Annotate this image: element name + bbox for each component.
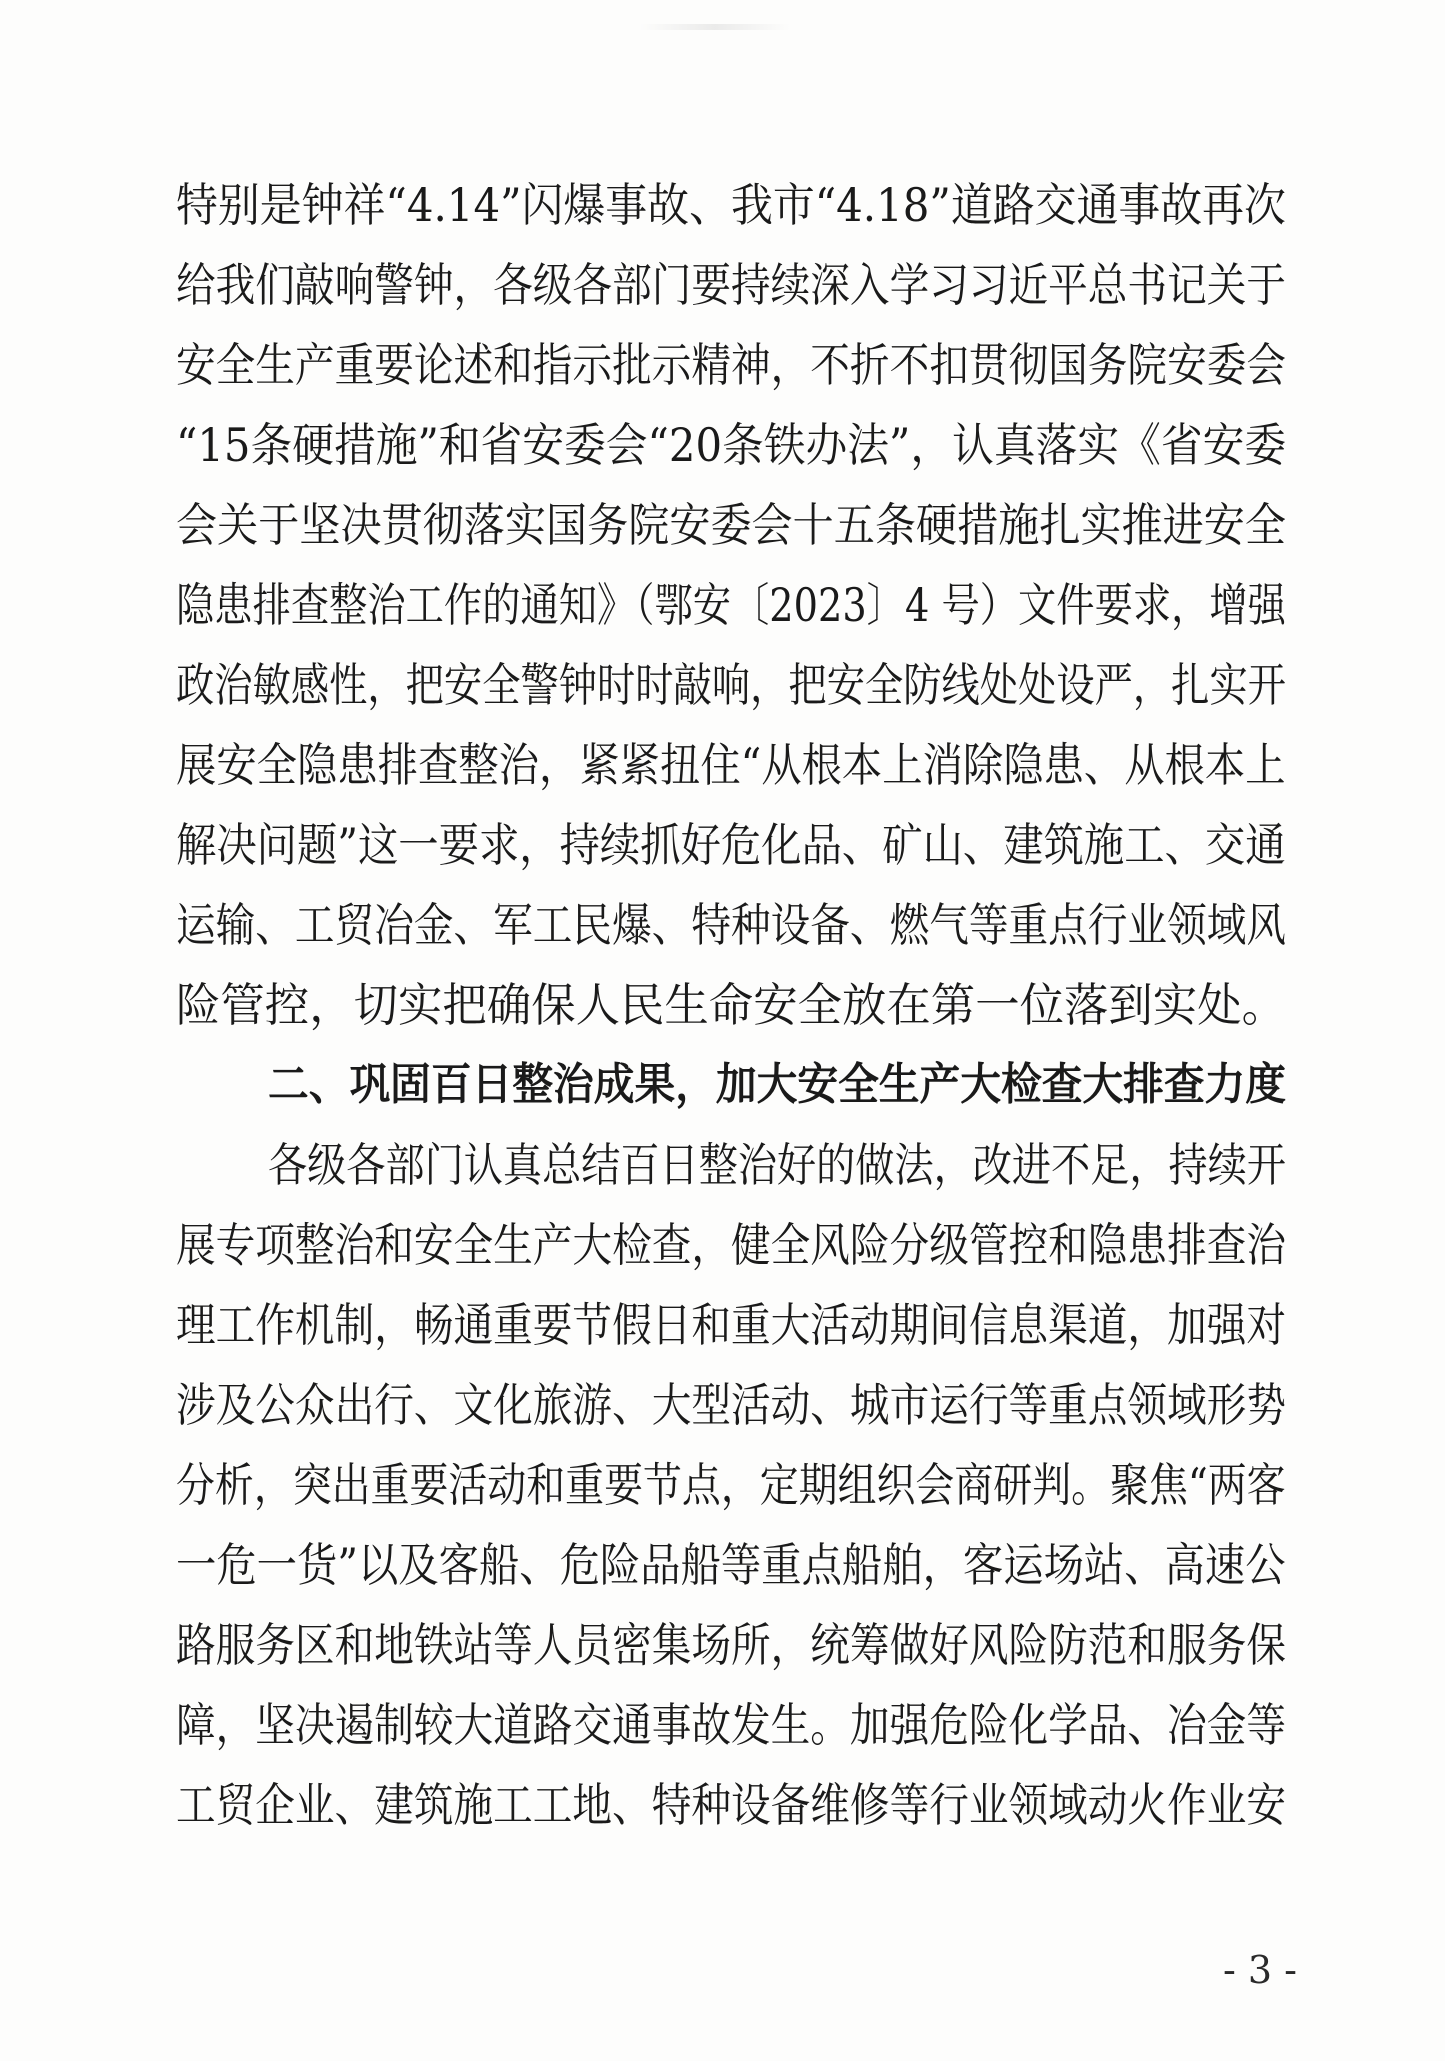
body-text-line: 安全生产重要论述和指示批示精神，不折不扣贯彻国务院安委会 — [176, 338, 1286, 392]
body-text-line: 路服务区和地铁站等人员密集场所，统筹做好风险防范和服务保 — [176, 1618, 1286, 1672]
body-text-line: 会关于坚决贯彻落实国务院安委会十五条硬措施扎实推进安全 — [176, 498, 1286, 552]
body-text-line: 险管控，切实把确保人民生命安全放在第一位落到实处。 — [176, 978, 1286, 1032]
body-text-line: 各级各部门认真总结百日整治好的做法，改进不足，持续开 — [268, 1138, 1286, 1192]
body-text-line: 理工作机制，畅通重要节假日和重大活动期间信息渠道，加强对 — [176, 1298, 1286, 1352]
body-text-line: 展专项整治和安全生产大检查，健全风险分级管控和隐患排查治 — [176, 1218, 1286, 1272]
body-text-line: 解决问题”这一要求，持续抓好危化品、矿山、建筑施工、交通 — [176, 818, 1286, 872]
body-text-line: 特别是钟祥“4.14”闪爆事故、我市“4.18”道路交通事故再次 — [176, 178, 1286, 232]
body-text-line: “15条硬措施”和省安委会“20条铁办法”，认真落实《省安委 — [176, 418, 1287, 472]
section-heading: 二、巩固百日整治成果，加大安全生产大检查大排查力度 — [268, 1059, 1286, 1110]
body-text-line: 障，坚决遏制较大道路交通事故发生。加强危险化学品、冶金等 — [176, 1698, 1286, 1752]
body-text-line: 分析，突出重要活动和重要节点，定期组织会商研判。聚焦“两客 — [176, 1458, 1286, 1512]
body-text-line: 政治敏感性，把安全警钟时时敲响，把安全防线处处设严，扎实开 — [176, 658, 1286, 712]
body-text-line: 隐患排查整治工作的通知》（鄂安〔2023〕4 号）文件要求，增强 — [176, 578, 1286, 632]
body-text-line: 涉及公众出行、文化旅游、大型活动、城市运行等重点领域形势 — [176, 1378, 1286, 1432]
scan-artifact — [640, 24, 790, 30]
page-number: - 3 - — [1222, 1948, 1297, 1992]
body-text-line: 运输、工贸冶金、军工民爆、特种设备、燃气等重点行业领域风 — [176, 898, 1286, 952]
body-text-line: 给我们敲响警钟，各级各部门要持续深入学习习近平总书记关于 — [176, 258, 1286, 312]
body-text-line: 展安全隐患排查整治，紧紧扭住“从根本上消除隐患、从根本上 — [176, 738, 1286, 792]
body-text-line: 一危一货”以及客船、危险品船等重点船舶，客运场站、高速公 — [176, 1538, 1286, 1592]
body-text-line: 工贸企业、建筑施工工地、特种设备维修等行业领域动火作业安 — [176, 1778, 1286, 1832]
